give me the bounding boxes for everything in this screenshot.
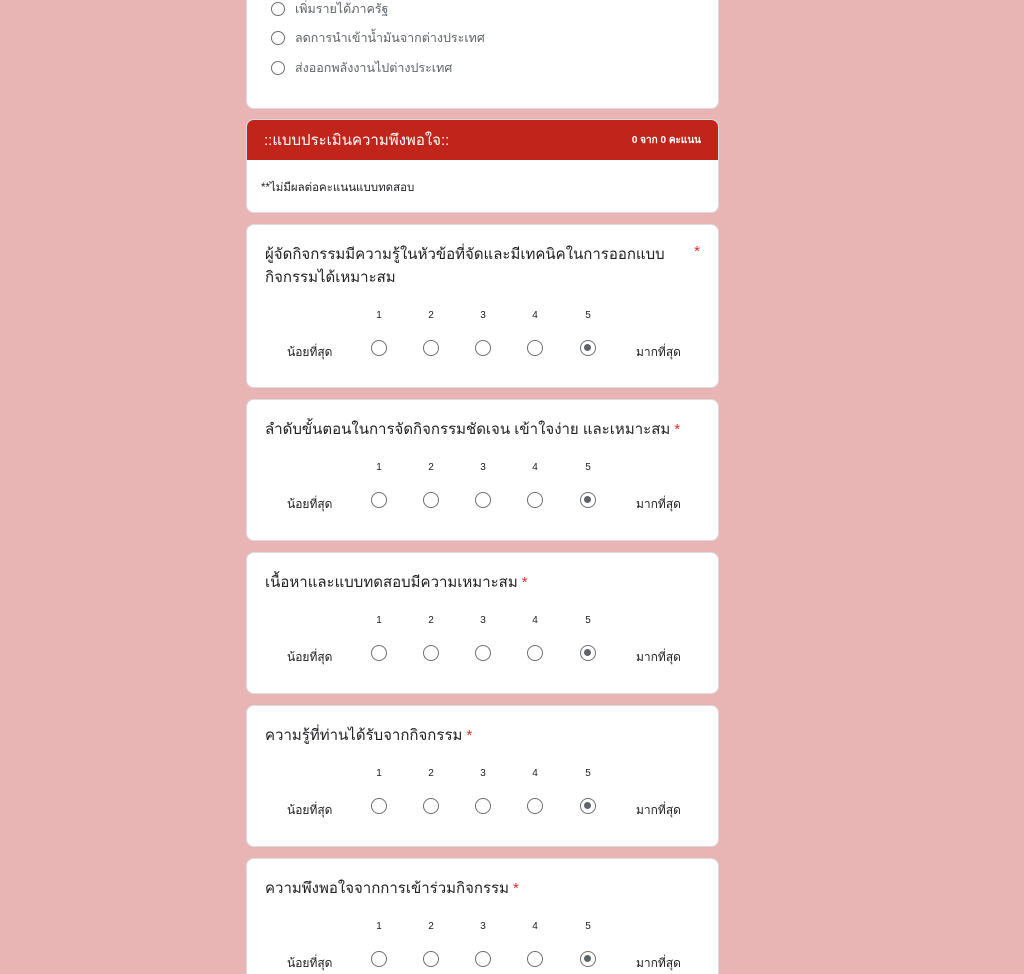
option-row[interactable] (271, 28, 485, 48)
radio-button[interactable] (475, 798, 491, 814)
scale-high-label: มากที่สุด (636, 497, 681, 511)
radio-button[interactable] (475, 492, 491, 508)
radio-button[interactable] (371, 492, 387, 508)
question-card (246, 224, 719, 388)
scale-option-1[interactable] (371, 492, 387, 508)
scale-high-label: มากที่สุด (636, 345, 681, 359)
scale-number: 5 (585, 921, 591, 932)
scale-option-4[interactable] (527, 645, 543, 661)
question-title (265, 571, 695, 594)
scale-option-2[interactable] (423, 798, 439, 814)
question-card (246, 705, 719, 847)
scale-low-label: น้อยที่สุด (287, 650, 333, 664)
scale-number: 3 (480, 310, 486, 321)
scale-option-3[interactable] (475, 951, 491, 967)
scale-option-4[interactable] (527, 492, 543, 508)
scale-option-4[interactable] (527, 340, 543, 356)
scale-number: 2 (428, 921, 434, 932)
question-card (246, 858, 719, 974)
radio-button[interactable] (423, 951, 439, 967)
radio-button[interactable] (527, 645, 543, 661)
option-row[interactable] (271, 0, 388, 19)
scale-number: 2 (428, 462, 434, 473)
scale-number: 1 (376, 310, 382, 321)
scale-option-2[interactable] (423, 340, 439, 356)
scale-number: 5 (585, 310, 591, 321)
radio-button[interactable] (475, 951, 491, 967)
scale-number: 4 (532, 921, 538, 932)
scale-option-3[interactable] (475, 798, 491, 814)
radio-button[interactable] (371, 645, 387, 661)
scale-number: 2 (428, 615, 434, 626)
radio-button[interactable] (475, 340, 491, 356)
radio-button[interactable] (580, 492, 596, 508)
scale-option-4[interactable] (527, 951, 543, 967)
scale-number: 3 (480, 462, 486, 473)
scale-number: 4 (532, 462, 538, 473)
scale-high-label: มากที่สุด (636, 956, 681, 970)
radio-button[interactable] (527, 340, 543, 356)
scale-option-5[interactable] (580, 340, 596, 356)
scale-number: 5 (585, 615, 591, 626)
scale-number: 2 (428, 768, 434, 779)
scale-number: 3 (480, 921, 486, 932)
scale-option-5[interactable] (580, 492, 596, 508)
required-asterisk: * (694, 243, 700, 260)
form-column (246, 0, 719, 974)
scale-number: 3 (480, 615, 486, 626)
radio-button[interactable] (580, 951, 596, 967)
radio-button[interactable] (527, 951, 543, 967)
question-title-text: ความรู้ที่ท่านได้รับจากกิจกรรม (265, 727, 463, 744)
radio-button[interactable] (271, 2, 285, 16)
radio-button[interactable] (371, 798, 387, 814)
question-title-text: เนื้อหาและแบบทดสอบมีความเหมาะสม (265, 574, 518, 591)
scale-low-label: น้อยที่สุด (287, 956, 333, 970)
scale-number: 1 (376, 768, 382, 779)
radio-button[interactable] (580, 645, 596, 661)
radio-button[interactable] (580, 798, 596, 814)
radio-button[interactable] (423, 645, 439, 661)
radio-button[interactable] (423, 798, 439, 814)
scale-low-label: น้อยที่สุด (287, 497, 333, 511)
scale-number: 1 (376, 921, 382, 932)
scale-number: 4 (532, 310, 538, 321)
scale-number: 4 (532, 768, 538, 779)
radio-button[interactable] (475, 645, 491, 661)
radio-button[interactable] (423, 492, 439, 508)
option-row[interactable] (271, 58, 452, 78)
required-asterisk: * (674, 421, 681, 438)
question-title (265, 724, 695, 747)
option-label: เพิ่มรายได้ภาครัฐ (295, 2, 389, 16)
option-label: ส่งออกพลังงานไปต่างประเทศ (295, 61, 453, 75)
radio-button[interactable] (271, 31, 285, 45)
radio-button[interactable] (527, 798, 543, 814)
scale-low-label: น้อยที่สุด (287, 345, 333, 359)
scale-option-1[interactable] (371, 645, 387, 661)
question-title-text: ความพึงพอใจจากการเข้าร่วมกิจกรรม (265, 880, 509, 897)
scale-option-2[interactable] (423, 645, 439, 661)
question-title-text: ผู้จัดกิจกรรมมีความรู้ในหัวข้อที่จัดและมีเทคนิคในการออกแบบกิจกรรมได้เหมาะสม (265, 246, 665, 286)
scale-number: 1 (376, 615, 382, 626)
section-card (246, 119, 719, 213)
scale-high-label: มากที่สุด (636, 650, 681, 664)
section-title: ::แบบประเมินความพึงพอใจ:: (264, 132, 450, 149)
question-title-text: ลำดับขั้นตอนในการจัดกิจกรรมชัดเจน เข้าใจง่าย และเหมาะสม (265, 421, 671, 438)
radio-button[interactable] (371, 340, 387, 356)
radio-button[interactable] (271, 61, 285, 75)
option-label: ลดการนำเข้าน้ำมันจากต่างประเทศ (295, 31, 485, 45)
scale-number: 1 (376, 462, 382, 473)
scale-number: 2 (428, 310, 434, 321)
scale-option-3[interactable] (475, 492, 491, 508)
scale-option-5[interactable] (580, 798, 596, 814)
scale-number: 4 (532, 615, 538, 626)
scale-number: 5 (585, 768, 591, 779)
question-card (246, 399, 719, 541)
scale-option-1[interactable] (371, 798, 387, 814)
scale-option-5[interactable] (580, 951, 596, 967)
question-title (265, 243, 690, 289)
scale-number: 5 (585, 462, 591, 473)
radio-button[interactable] (580, 340, 596, 356)
scale-option-1[interactable] (371, 951, 387, 967)
scale-option-5[interactable] (580, 645, 596, 661)
scale-option-3[interactable] (475, 645, 491, 661)
section-score: 0 จาก 0 คะแนน (631, 134, 701, 146)
radio-button[interactable] (423, 340, 439, 356)
required-asterisk: * (512, 880, 519, 897)
section-header (247, 120, 718, 160)
scale-option-3[interactable] (475, 340, 491, 356)
required-asterisk: * (466, 727, 473, 744)
previous-question-card (246, 0, 719, 109)
scale-high-label: มากที่สุด (636, 803, 681, 817)
scale-option-1[interactable] (371, 340, 387, 356)
radio-button[interactable] (527, 492, 543, 508)
question-title (265, 877, 695, 900)
question-title (265, 418, 695, 441)
question-card (246, 552, 719, 694)
scale-number: 3 (480, 768, 486, 779)
scale-option-2[interactable] (423, 492, 439, 508)
radio-button[interactable] (371, 951, 387, 967)
scale-option-2[interactable] (423, 951, 439, 967)
required-asterisk: * (521, 574, 528, 591)
section-description: **ไม่มีผลต่อคะแนนแบบทดสอบ (261, 182, 415, 194)
scale-option-4[interactable] (527, 798, 543, 814)
scale-low-label: น้อยที่สุด (287, 803, 333, 817)
